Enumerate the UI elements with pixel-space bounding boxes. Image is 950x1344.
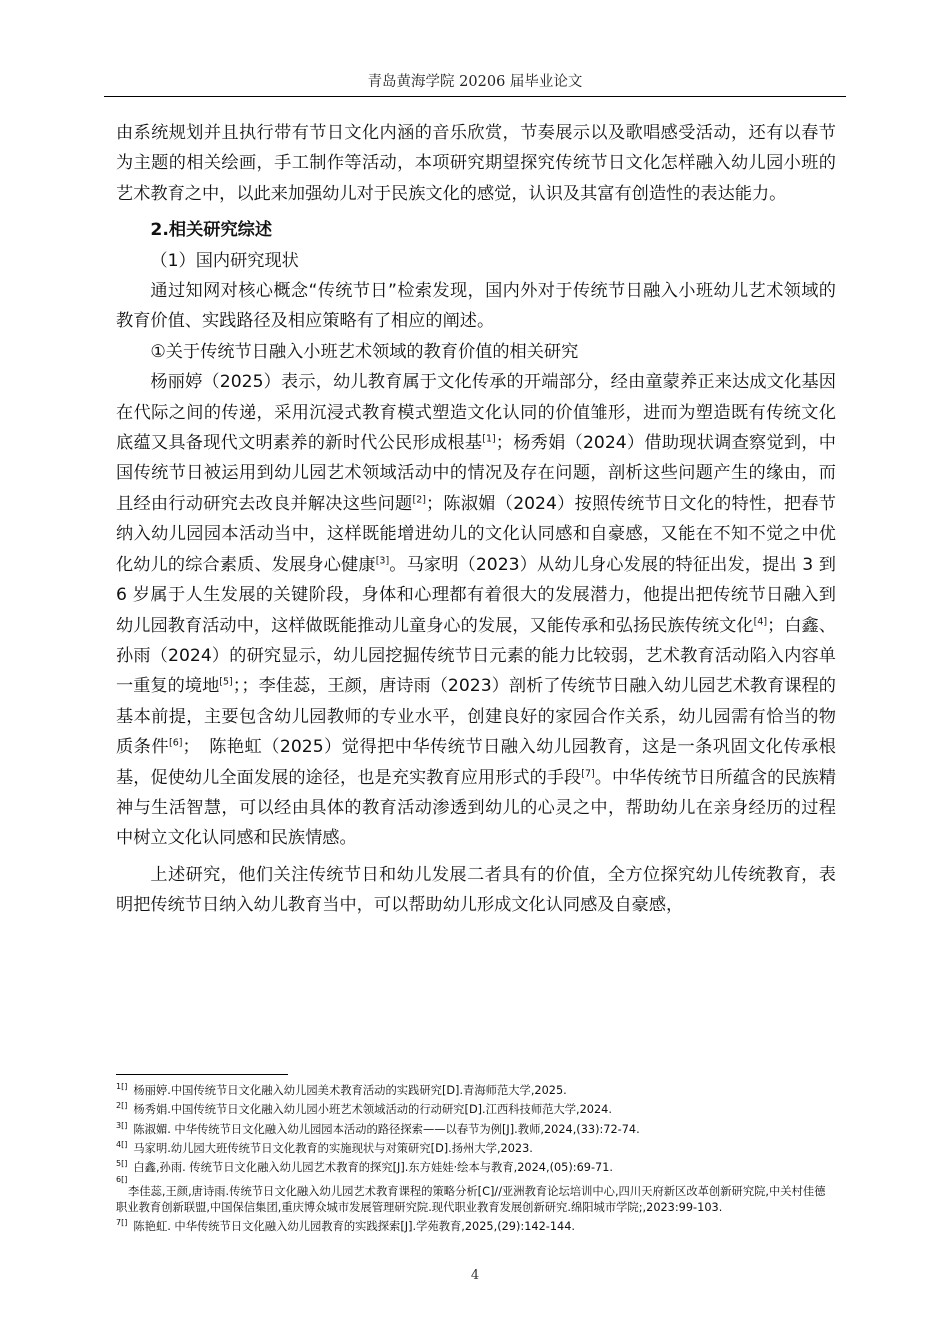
paragraph-3 — [116, 367, 836, 854]
citation-6: [6] — [169, 737, 183, 749]
footnote-text: 白鑫,孙雨. 传统节日文化融入幼儿园艺术教育的探究[J].东方娃娃·绘本与教育,2024,(05):69-71. — [133, 1160, 613, 1174]
footnote-separator — [116, 1074, 288, 1075]
footnote-number: 7[] — [116, 1218, 128, 1228]
citation-3: [3] — [375, 554, 390, 566]
footnote-number: 5[] — [116, 1159, 128, 1169]
p3-text-7: ； 陈艳虹（2025）觉得把中华传统节日融入幼儿园教育，这是一条巩固文化传承根基，促使幼儿全面发展的途径，也是充实教育应用形式的手段 — [116, 737, 836, 788]
footnote-text: 杨丽婷.中国传统节日文化融入幼儿园美术教育活动的实践研究[D].青海师范大学,2025. — [133, 1083, 567, 1097]
p3-text-3: ；陈淑媚（2024）按照传统节日文化的特性，把春节纳入幼儿园园本活动当中，这样既能增进幼儿的文化认同感和自豪感，又能在不知不觉之中优化幼儿的综合素质、发展身心健康 — [116, 493, 836, 575]
paragraph-1: 由系统规划并且执行带有节日文化内涵的音乐欣赏，节奏展示以及歌唱感受活动，还有以春节为主题的相关绘画，手工制作等活动，本项研究期望探究传统节日文化怎样融入幼儿园小班的艺术教育之中，以此来加强幼儿对于民族文化的感觉，认识及其富有创造性的表达能力。 — [116, 123, 836, 204]
citation-7: [7] — [581, 767, 595, 779]
footnotes — [116, 1079, 836, 1235]
footnote-number: 2[] — [116, 1101, 128, 1111]
footnote-text: 李佳蕊,王颜,唐诗雨.传统节日文化融入幼儿园艺术教育课程的策略分析[C]//亚洲教育论坛培训中心,四川天府新区改革创新研究院,中关村佳德职业教育创新联盟,中国保信集团,重庆博众城市发展管理研究院.现代职业教育发展创新研究.绵阳城市学院;,2023:99-103. — [116, 1185, 826, 1214]
footnote-6 — [116, 1175, 836, 1215]
p3-text-8: 。中华传统节日所蕴含的民族精神与生活智慧，可以经由具体的教育活动渗透到幼儿的心灵之中，帮助幼儿在亲身经历的过程中树立文化认同感和民族情感。 — [116, 767, 836, 849]
subsection-heading: （1）国内研究现状 — [150, 250, 299, 271]
citation-1: [1] — [482, 433, 496, 445]
footnote-text: 陈淑媚. 中华传统节日文化融入幼儿园园本活动的路径探索——以春节为例[J].教师,2024,(33):72-74. — [133, 1122, 640, 1136]
footnote-5 — [116, 1156, 836, 1175]
footnote-text: 杨秀娟.中国传统节日文化融入幼儿园小班艺术领域活动的行动研究[D].江西科技师范大学,2024. — [133, 1103, 612, 1117]
footnote-1 — [116, 1079, 836, 1098]
footnote-number: 1[] — [116, 1082, 128, 1091]
footnote-4 — [116, 1137, 836, 1156]
p3-text-6: ；；李佳蕊，王颜，唐诗雨（2023）剖析了传统节日融入幼儿园艺术教育课程的基本前提，主要包含幼儿园教师的专业水平，创建良好的家园合作关系，幼儿园需有恰当的物质条件 — [116, 676, 836, 758]
footnote-3 — [116, 1118, 836, 1137]
running-header: 青岛黄海学院 20206 届毕业论文 — [104, 70, 846, 97]
citation-5: [5] — [219, 676, 233, 688]
footnote-7 — [116, 1215, 836, 1234]
footnote-number: 4[] — [116, 1139, 128, 1149]
footnote-text: 马家明.幼儿园大班传统节日文化教育的实施现状与对策研究[D].扬州大学,2023. — [133, 1141, 533, 1155]
citation-4: [4] — [753, 615, 768, 627]
section-heading: 2.相关研究综述 — [150, 220, 273, 241]
p3-text-2: ；杨秀娟（2024）借助现状调查察觉到，中国传统节日被运用到幼儿园艺术领域活动中的情况及存在问题，剖析这些问题产生的缘由，而且经由行动研究去改良并解决这些问题 — [116, 433, 836, 514]
paragraph-4: 上述研究，他们关注传统节日和幼儿发展二者具有的价值，全方位探究幼儿传统教育，表明把传统节日纳入幼儿教育当中，可以帮助幼儿形成文化认同感及自豪感， — [116, 864, 836, 916]
body-text — [116, 118, 836, 921]
page-number: 4 — [470, 1268, 480, 1283]
p3-text-5: ；白鑫、孙雨（2024）的研究显示，幼儿园挖掘传统节日元素的能力比较弱，艺术教育活动陷入内容单一重复的境地 — [116, 615, 836, 697]
p3-text-4: 。马家明（2023）从幼儿身心发展的特征出发，提出 3 到 6 岁属于人生发展的关键阶段，身体和心理都有着很大的发展潜力，他提出把传统节日融入到幼儿园教育活动中，这样做既能推动儿童身心的发展，又能传承和弘扬民族传统文化 — [116, 554, 836, 636]
paragraph-2: 通过知网对核心概念“传统节日”检索发现，国内外对于传统节日融入小班幼儿艺术领域的教育价值、实践路径及相应策略有了相应的阐述。 — [116, 281, 836, 332]
footnote-text: 陈艳虹. 中华传统节日文化融入幼儿园教育的实践探索[J].学苑教育,2025,(29):142-144. — [133, 1220, 576, 1234]
footnote-number: 6[] — [116, 1175, 128, 1185]
footnote-2 — [116, 1098, 836, 1117]
subsubsection-heading: ①关于传统节日融入小班艺术领域的教育价值的相关研究 — [150, 341, 579, 362]
citation-2: [2] — [412, 494, 426, 506]
footnote-number: 3[] — [116, 1120, 128, 1130]
p3-text-1: 杨丽婷（2025）表示，幼儿教育属于文化传承的开端部分，经由童蒙养正来达成文化基因在代际之间的传递，采用沉浸式教育模式塑造文化认同的价值雏形，进而为塑造既有传统文化底蕴又具备现代文明素养的新时代公民形成根基 — [116, 372, 836, 454]
